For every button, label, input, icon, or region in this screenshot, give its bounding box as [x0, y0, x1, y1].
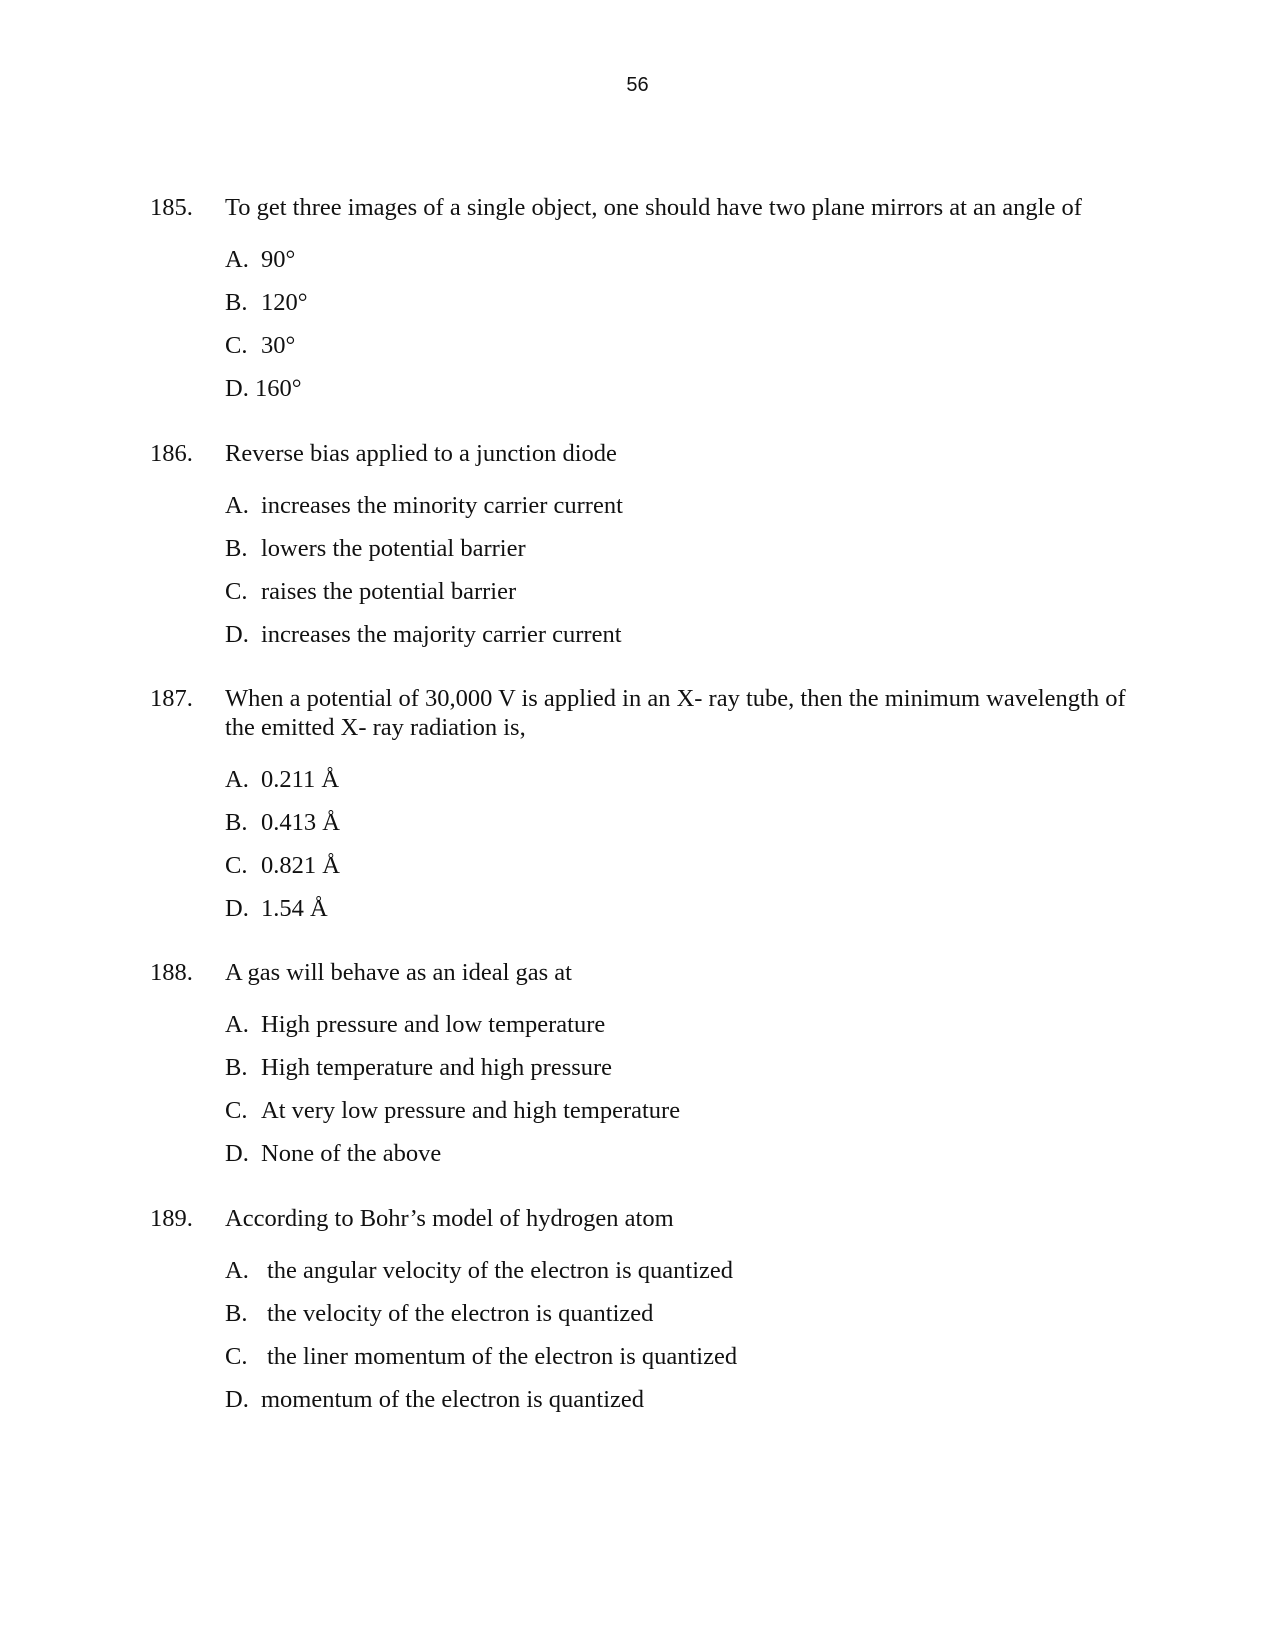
option-text: High temperature and high pressure — [261, 1054, 613, 1081]
option-text: 90° — [261, 246, 296, 273]
option-letter: A. — [225, 246, 249, 273]
question-text: According to Bohr’s model of hydrogen atom — [225, 1205, 674, 1232]
option-letter: B. — [225, 289, 248, 316]
question-186 — [150, 439, 1140, 663]
option-a — [225, 765, 1140, 794]
option-a — [225, 245, 1140, 274]
option-text: 120° — [261, 289, 308, 316]
option-b — [225, 1053, 1140, 1082]
option-text: the angular velocity of the electron is quantized — [267, 1257, 734, 1284]
option-letter: A. — [225, 766, 249, 793]
option-text: 0.821 Å — [261, 852, 340, 879]
option-text: the velocity of the electron is quantized — [267, 1300, 654, 1327]
option-letter: D. — [225, 621, 249, 648]
option-d: D. 160° — [225, 375, 302, 402]
option-letter: D. — [225, 1140, 249, 1167]
option-list — [225, 245, 1140, 403]
option-b — [225, 288, 1140, 317]
option-letter: C. — [225, 1097, 248, 1124]
option-a — [225, 1010, 1140, 1039]
question-number: 187. — [150, 685, 193, 712]
question-stem — [150, 684, 1140, 742]
option-a — [225, 1256, 1140, 1285]
option-text: 1.54 Å — [261, 895, 328, 922]
option-text: 160° — [255, 375, 302, 402]
option-list — [225, 765, 1140, 923]
option-c — [225, 577, 1140, 606]
option-letter: B. — [225, 1054, 248, 1081]
question-text: A gas will behave as an ideal gas at — [225, 959, 572, 986]
option-letter: A. — [225, 1011, 249, 1038]
option-letter: B. — [225, 809, 248, 836]
option-text: increases the majority carrier current — [261, 621, 622, 648]
option-c — [225, 851, 1140, 880]
option-list — [225, 1256, 1140, 1414]
option-d — [225, 1139, 1140, 1168]
option-text: 30° — [261, 332, 296, 359]
option-a — [225, 491, 1140, 520]
option-text: 0.211 Å — [261, 766, 340, 793]
option-letter: C. — [225, 332, 248, 359]
option-text: the liner momentum of the electron is quantized — [267, 1343, 738, 1370]
option-text: increases the minority carrier current — [261, 492, 623, 519]
option-list — [225, 491, 1140, 649]
option-letter: A. — [225, 1257, 249, 1284]
question-number: 186. — [150, 440, 193, 467]
option-text: raises the potential barrier — [261, 578, 517, 605]
option-c — [225, 1342, 1140, 1371]
option-d — [225, 1385, 1140, 1414]
question-189 — [150, 1204, 1140, 1428]
option-text: At very low pressure and high temperature — [261, 1097, 681, 1124]
option-d — [225, 620, 1140, 649]
option-letter: C. — [225, 1343, 248, 1370]
option-text: lowers the potential barrier — [261, 535, 526, 562]
question-text: To get three images of a single object, one should have two plane mirrors at an angle of — [225, 194, 1082, 221]
option-letter: A. — [225, 492, 249, 519]
option-letter: D. — [225, 895, 249, 922]
question-188 — [150, 958, 1140, 1182]
question-text: When a potential of 30,000 V is applied in an X- ray tube, then the minimum wavelength of the emitted X- ray radiation is, — [225, 685, 1126, 741]
option-letter: B. — [225, 535, 248, 562]
option-b — [225, 534, 1140, 563]
option-letter: C. — [225, 578, 248, 605]
option-d — [225, 894, 1140, 923]
option-list — [225, 1010, 1140, 1168]
question-number: 189. — [150, 1205, 193, 1232]
option-c — [225, 1096, 1140, 1125]
question-187 — [150, 684, 1140, 937]
question-stem — [150, 958, 1140, 987]
option-letter: D. — [225, 1386, 249, 1413]
question-stem — [150, 193, 1140, 222]
question-185 — [150, 193, 1140, 417]
question-stem — [150, 1204, 1140, 1233]
option-text: momentum of the electron is quantized — [261, 1386, 645, 1413]
question-number: 185. — [150, 194, 193, 221]
option-text: None of the above — [261, 1140, 442, 1167]
page-number: 56 — [626, 74, 649, 96]
question-number: 188. — [150, 959, 193, 986]
option-letter: C. — [225, 852, 248, 879]
option-text: 0.413 Å — [261, 809, 340, 836]
option-text: High pressure and low temperature — [261, 1011, 606, 1038]
option-b — [225, 808, 1140, 837]
question-stem — [150, 439, 1140, 468]
question-text: Reverse bias applied to a junction diode — [225, 440, 617, 467]
option-letter: B. — [225, 1300, 248, 1327]
option-c — [225, 331, 1140, 360]
option-b — [225, 1299, 1140, 1328]
